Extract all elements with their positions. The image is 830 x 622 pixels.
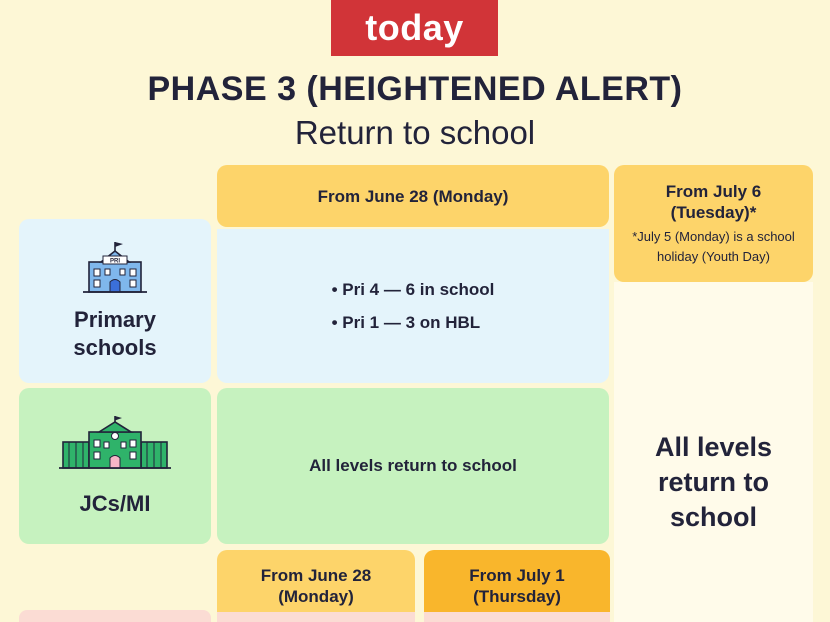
primary-points-list	[332, 268, 495, 345]
next-row-label-edge	[19, 610, 211, 622]
subheader-july-1-label: From July 1 (Thursday)	[469, 566, 565, 606]
school-sign-text: PRI	[109, 258, 121, 265]
july-6-body-text: All levels return to school	[654, 431, 773, 532]
next-row-cell-edge-a	[217, 612, 415, 622]
logo-text: today	[365, 7, 464, 48]
primary-june-28-cell	[217, 229, 609, 383]
header-july-6-label: From July 6 (Tuesday)*	[665, 181, 762, 222]
row-label-jc-text: JCs/MI	[79, 491, 151, 516]
primary-point-lower: • Pri 1 — 3 on HBL	[332, 312, 495, 334]
header-july-6-note: *July 5 (Monday) is a school holiday (Youth Day)	[632, 228, 795, 264]
page-title: PHASE 3 (HEIGHTENED ALERT)	[147, 70, 683, 108]
subheader-june-28-label: From June 28 (Monday)	[260, 566, 372, 606]
row-label-jc	[19, 388, 211, 544]
page-subtitle: Return to school	[294, 114, 536, 151]
jc-building-icon	[59, 414, 171, 474]
header-june-28-label: From June 28 (Monday)	[317, 186, 509, 206]
header-july-6	[614, 165, 813, 282]
school-building-icon	[79, 240, 151, 296]
next-row-cell-edge-b	[424, 612, 610, 622]
jc-june-28-cell	[217, 388, 609, 544]
jc-body-text: All levels return to school	[309, 456, 517, 475]
header-june-28	[217, 165, 609, 227]
row-label-primary	[19, 219, 211, 383]
july-6-body-cell	[614, 282, 813, 622]
today-logo	[331, 0, 498, 56]
row-label-primary-text: Primary schools	[73, 307, 157, 360]
primary-point-upper: • Pri 4 — 6 in school	[332, 279, 495, 301]
